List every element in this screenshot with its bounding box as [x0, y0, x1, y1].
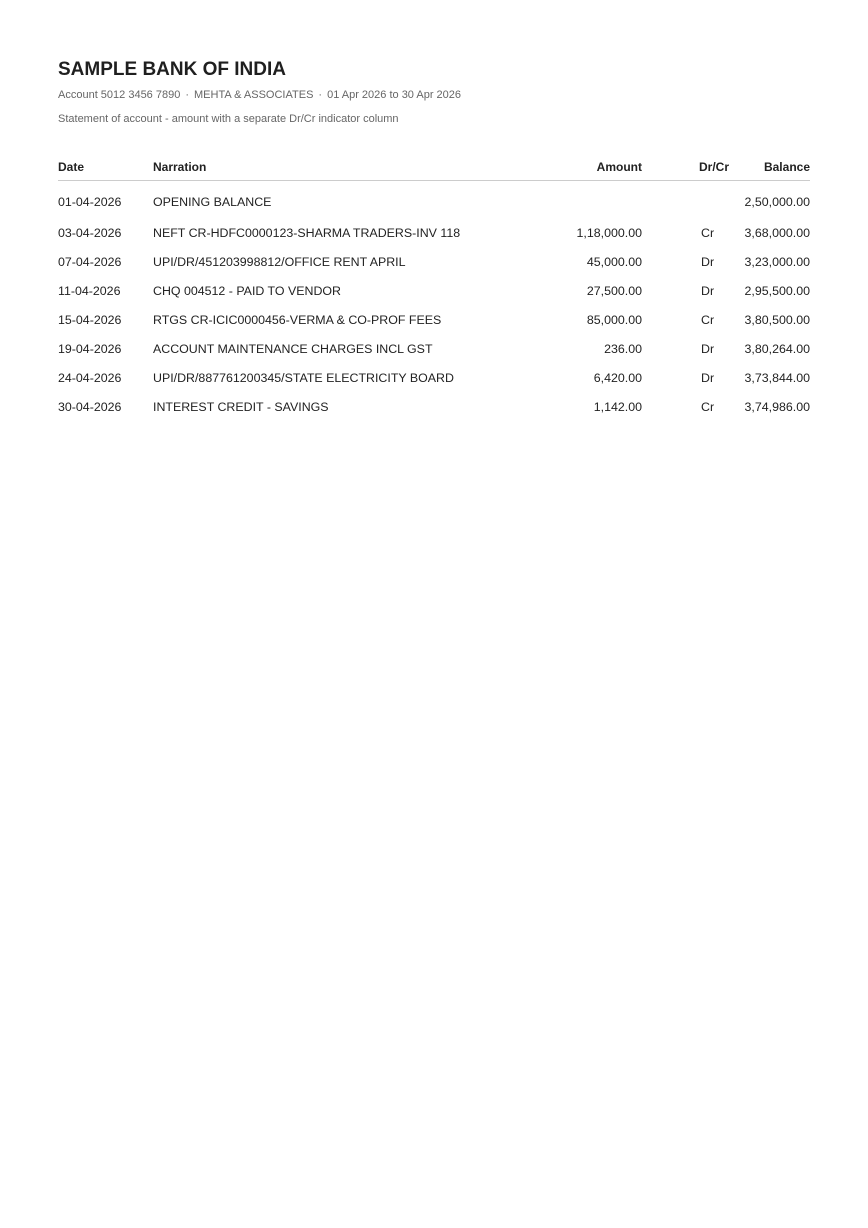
cell-balance: 3,74,986.00	[744, 399, 810, 414]
account-holder: MEHTA & ASSOCIATES	[194, 89, 314, 101]
cell-balance: 3,68,000.00	[744, 225, 810, 240]
cell-drcr: Cr	[701, 399, 715, 414]
cell-amount: 1,18,000.00	[576, 225, 642, 240]
cell-narration: UPI/DR/451203998812/OFFICE RENT APRIL	[153, 254, 406, 269]
account-number: Account 5012 3456 7890	[58, 89, 181, 101]
cell-date: 03-04-2026	[58, 225, 122, 240]
cell-narration: INTEREST CREDIT - SAVINGS	[153, 399, 329, 414]
table-row	[58, 305, 810, 334]
cell-narration: ACCOUNT MAINTENANCE CHARGES INCL GST	[153, 341, 433, 356]
cell-date: 30-04-2026	[58, 399, 122, 414]
cell-amount: 236.00	[604, 341, 642, 356]
cell-amount: 85,000.00	[586, 312, 642, 327]
cell-narration: RTGS CR-ICIC0000456-VERMA & CO-PROF FEES	[153, 312, 442, 327]
cell-date: 01-04-2026	[58, 194, 122, 209]
meta-separator: ·	[185, 89, 189, 101]
cell-narration: OPENING BALANCE	[153, 194, 272, 209]
cell-balance: 3,23,000.00	[744, 254, 810, 269]
cell-balance: 2,95,500.00	[744, 283, 810, 298]
table-row	[58, 276, 810, 305]
cell-narration: NEFT CR-HDFC0000123-SHARMA TRADERS-INV 118	[153, 225, 461, 240]
cell-narration: CHQ 004512 - PAID TO VENDOR	[153, 283, 341, 298]
statement-page	[0, 0, 868, 421]
cell-drcr: Cr	[701, 225, 715, 240]
cell-drcr	[642, 181, 729, 219]
cell-drcr: Cr	[701, 312, 715, 327]
cell-balance: 2,50,000.00	[744, 194, 810, 209]
table-row	[58, 247, 810, 276]
cell-amount: 1,142.00	[593, 399, 642, 414]
cell-balance: 3,80,264.00	[744, 341, 810, 356]
cell-date: 24-04-2026	[58, 370, 122, 385]
meta-separator: ·	[318, 89, 323, 101]
table-header-row	[58, 160, 810, 181]
cell-drcr: Dr	[701, 370, 715, 385]
cell-drcr: Dr	[701, 254, 715, 269]
column-header-narration: Narration	[153, 160, 548, 181]
table-row	[58, 181, 810, 219]
column-header-balance: Balance	[729, 160, 810, 181]
cell-amount: 27,500.00	[586, 283, 642, 298]
column-header-amount: Amount	[548, 160, 642, 181]
cell-date: 11-04-2026	[58, 283, 121, 298]
cell-narration: UPI/DR/887761200345/STATE ELECTRICITY BOARD	[153, 370, 454, 385]
cell-date: 07-04-2026	[58, 254, 122, 269]
column-header-date: Date	[58, 160, 153, 181]
cell-balance: 3,80,500.00	[744, 312, 810, 327]
cell-date: 19-04-2026	[58, 341, 122, 356]
cell-balance: 3,73,844.00	[744, 370, 810, 385]
table-row	[58, 334, 810, 363]
transactions-table	[58, 160, 810, 421]
cell-date: 15-04-2026	[58, 312, 122, 327]
bank-name: SAMPLE BANK OF INDIA	[58, 59, 286, 80]
cell-amount: 45,000.00	[586, 254, 642, 269]
cell-amount: 6,420.00	[593, 370, 642, 385]
statement-subtitle: Statement of account - amount with a separate Dr/Cr indicator column	[58, 113, 399, 125]
cell-drcr: Dr	[701, 341, 715, 356]
statement-period: 01 Apr 2026 to 30 Apr 2026	[327, 89, 462, 101]
table-row	[58, 363, 810, 392]
table-row	[58, 218, 810, 247]
account-meta	[58, 88, 810, 102]
table-row	[58, 392, 810, 421]
column-header-drcr: Dr/Cr	[642, 160, 729, 181]
cell-drcr: Dr	[701, 283, 715, 298]
cell-amount	[548, 181, 642, 219]
